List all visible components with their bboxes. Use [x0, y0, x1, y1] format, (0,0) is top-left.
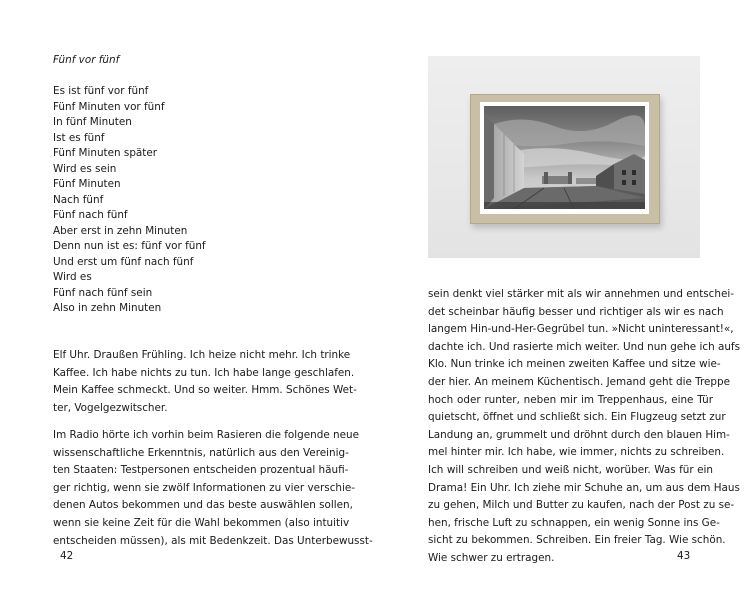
text-line: ger richtig, wenn sie zwölf Informationen zu vier verschie- — [53, 481, 356, 494]
poem-title: Fünf vor fünf — [53, 54, 120, 66]
text-line: Kaffee. Ich habe nichts zu tun. Ich habe lange geschlafen. — [53, 366, 355, 379]
text-line: sein denkt viel stärker mit als wir annehmen und entschei- — [428, 288, 735, 300]
photo-frame — [470, 94, 660, 224]
text-line: Wie schwer zu ertragen. — [428, 551, 555, 564]
text-line: Ich will schreiben und weiß nicht, worüber. Was für ein — [428, 463, 713, 476]
text-line: ten Staaten: Testpersonen entscheiden prozentual häufi- — [53, 464, 349, 477]
poem-line: Denn nun ist es: fünf vor fünf — [53, 240, 206, 252]
text-line: det scheinbar häufig besser und richtiger als wir es nach — [428, 305, 724, 318]
text-line: entscheiden müssen), als mit Bedenkzeit. Das Unterbewusst- — [53, 534, 373, 547]
poem-line: Wird es — [53, 271, 92, 283]
poem-line: Fünf Minuten später — [53, 147, 158, 159]
page-number-right: 43 — [677, 550, 691, 562]
photo-scene — [484, 106, 645, 209]
right-page — [375, 0, 750, 600]
page-number-left: 42 — [60, 550, 74, 562]
poem-line: Fünf nach fünf sein — [53, 286, 153, 299]
poem-line: Fünf Minuten — [53, 178, 121, 190]
text-line: mel hinter mir. Ich habe, wie immer, nichts zu schreiben. — [428, 446, 725, 459]
text-line: wissenschaftliche Erkenntnis, natürlich aus den Vereinig- — [53, 446, 349, 459]
text-line: dachte ich. Und rasierte mich weiter. Und nun gehe ich aufs — [428, 340, 740, 353]
text-line: zu gehen, Milch und Butter zu kaufen, nach der Post zu se- — [428, 499, 735, 512]
poem-line: Fünf Minuten vor fünf — [53, 100, 165, 113]
poem-line: Wird es sein — [53, 162, 117, 175]
paragraph-1 — [53, 347, 357, 417]
text-line: Elf Uhr. Draußen Frühling. Ich heize nicht mehr. Ich trinke — [53, 349, 351, 361]
photograph — [428, 56, 700, 258]
street-scene-image — [484, 106, 645, 209]
poem-line: Es ist fünf vor fünf — [53, 85, 149, 97]
poem-line: Also in zehn Minuten — [53, 302, 162, 314]
text-line: Im Radio hörte ich vorhin beim Rasieren die folgende neue — [53, 429, 359, 441]
text-line: Klo. Nun trinke ich meinen zweiten Kaffee und sitze wie- — [428, 358, 721, 371]
text-line: der hier. An meinem Küchentisch. Jemand geht die Treppe — [428, 375, 730, 388]
text-line: denen Autos bekommen und das beste auswählen sollen, — [53, 499, 353, 512]
text-line: ter, Vogelgezwitscher. — [53, 401, 168, 414]
poem-line: Und erst um fünf nach fünf — [53, 255, 194, 268]
poem — [53, 84, 206, 317]
paragraph-2 — [53, 427, 373, 550]
text-line: Mein Kaffee schmeckt. Und so weiter. Hmm. Schönes Wet- — [53, 384, 357, 397]
text-line: hen, frische Luft zu schnappen, ein wenig Sonne ins Ge- — [428, 516, 720, 529]
text-line: hoch oder runter, neben mir im Treppenhaus, eine Tür — [428, 393, 713, 406]
paragraph-3 — [428, 286, 740, 568]
poem-line: Nach fünf — [53, 193, 104, 206]
text-line: langem Hin-und-Her-Gegrübel tun. »Nicht uninteressant!«, — [428, 323, 734, 336]
text-line: Drama! Ein Uhr. Ich ziehe mir Schuhe an, um aus dem Haus — [428, 481, 740, 494]
text-line: Landung an, grummelt und dröhnt durch den blauen Him- — [428, 428, 730, 441]
text-line: quietscht, öffnet und schließt sich. Ein Flugzeug setzt zur — [428, 411, 726, 424]
poem-line: Aber erst in zehn Minuten — [53, 224, 188, 237]
poem-line: In fünf Minuten — [53, 116, 132, 128]
photo-mat — [480, 102, 649, 214]
text-line: wenn sie keine Zeit für die Wahl bekommen (also intuitiv — [53, 516, 350, 529]
text-line: sicht zu bekommen. Schreiben. Ein freier Tag. Wie schön. — [428, 534, 726, 547]
poem-line: Fünf nach fünf — [53, 209, 128, 221]
poem-line: Ist es fünf — [53, 131, 105, 144]
